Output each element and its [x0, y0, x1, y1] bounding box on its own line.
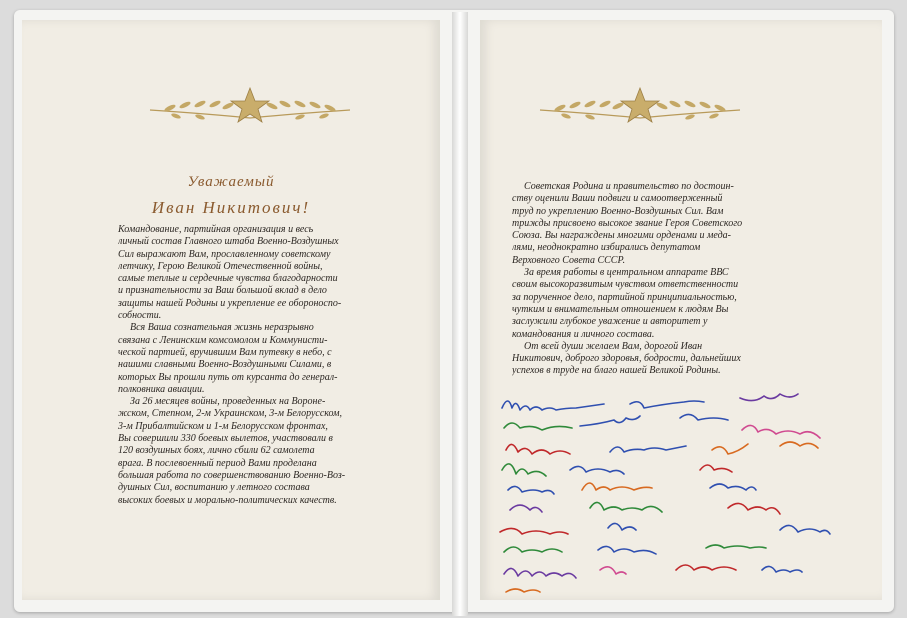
- text-line: большая работа по совершенствованию Военно-Воз-: [118, 469, 346, 481]
- text-line: Верховного Совета СССР.: [512, 254, 626, 266]
- text-line: личный состав Главного штаба Военно-Воздушных: [118, 236, 339, 248]
- text-line: Командование, партийная организация и весь: [118, 224, 314, 235]
- greeting-line-2: Иван Никитович!: [151, 198, 311, 217]
- text-line: командования и личного состава.: [512, 328, 655, 340]
- text-line: Сил выражают Вам, прославленному советскому: [118, 248, 331, 260]
- text-line: ству оценили Ваши подвиги и самоотверженный: [512, 193, 723, 205]
- text-line: заслужили глубокое уважение и авторитет у: [512, 316, 708, 328]
- text-line: врага. В послевоенный период Вами проделана: [118, 457, 317, 469]
- text-line: От всей души желаем Вам, дорогой Иван: [524, 340, 703, 352]
- text-line: самые теплые и сердечные чувства благодарности: [118, 273, 338, 285]
- text-line: Вы совершили 330 боевых вылетов, участвовали в: [118, 433, 333, 445]
- text-line: за порученное дело, партийной принципиальностью,: [512, 291, 737, 303]
- text-line: лями, неоднократно избирались депутатом: [512, 242, 701, 254]
- text-line: трижды присвоено высокое звание Героя Советского: [512, 217, 743, 229]
- text-line: 120 воздушных боях, лично сбили 62 самолета: [118, 445, 315, 457]
- right-page-text: [512, 181, 790, 378]
- text-line: и признательности за Ваш большой вклад в дело: [118, 285, 327, 297]
- text-line: ческой партией, вручившим Вам путевку в небо, с: [118, 346, 332, 358]
- text-line: Советская Родина и правительство по достоин-: [524, 181, 734, 192]
- text-line: связана с Ленинским комсомолом и Коммунисти-: [118, 334, 328, 346]
- greeting-line-1: Уважаемый: [187, 174, 275, 190]
- text-line: полковника авиации.: [118, 383, 205, 395]
- text-line: труд по укреплению Военно-Воздушных Сил. Вам: [512, 205, 724, 217]
- text-line: Союза. Вы награждены многими орденами и меда-: [512, 230, 732, 242]
- star-laurel-ornament-icon: [140, 84, 360, 126]
- text-line: нашими славными Военно-Воздушными Силами, в: [118, 359, 332, 371]
- text-line: защиты нашей Родины и укрепление ее обороноспо-: [118, 297, 342, 309]
- left-page-text: [118, 224, 418, 507]
- text-line: собности.: [118, 310, 162, 322]
- text-line: душных Сил, воспитанию у летного состава: [118, 482, 310, 494]
- text-line: чутким и внимательным отношением к людям Вы: [512, 303, 729, 315]
- text-line: За 26 месяцев войны, проведенных на Вороне-: [130, 396, 326, 408]
- folder-spine: [452, 12, 468, 616]
- text-line: летчику, Герою Великой Отечественной войны,: [118, 260, 323, 272]
- text-line: Никитович, доброго здоровья, бодрости, дальнейших: [512, 353, 741, 365]
- text-line: высоких боевых и морально-политических качеств.: [118, 494, 337, 506]
- text-line: За время работы в центральном аппарате ВВС: [524, 267, 729, 279]
- handwritten-signatures: [480, 386, 882, 600]
- text-line: своим высокоразвитым чувством ответственности: [512, 279, 739, 291]
- text-line: которых Вы прошли путь от курсанта до генерал-: [118, 371, 338, 383]
- text-line: Вся Ваша сознательная жизнь неразрывно: [130, 322, 314, 334]
- text-line: жском, Степном, 2-м Украинском, 3-м Белорусском,: [118, 408, 343, 420]
- text-line: успехов в труде на благо нашей Великой Родины.: [512, 365, 721, 377]
- text-line: 3-м Прибалтийском и 1-м Белорусском фронтах,: [118, 420, 328, 432]
- star-laurel-ornament-icon: [530, 84, 750, 126]
